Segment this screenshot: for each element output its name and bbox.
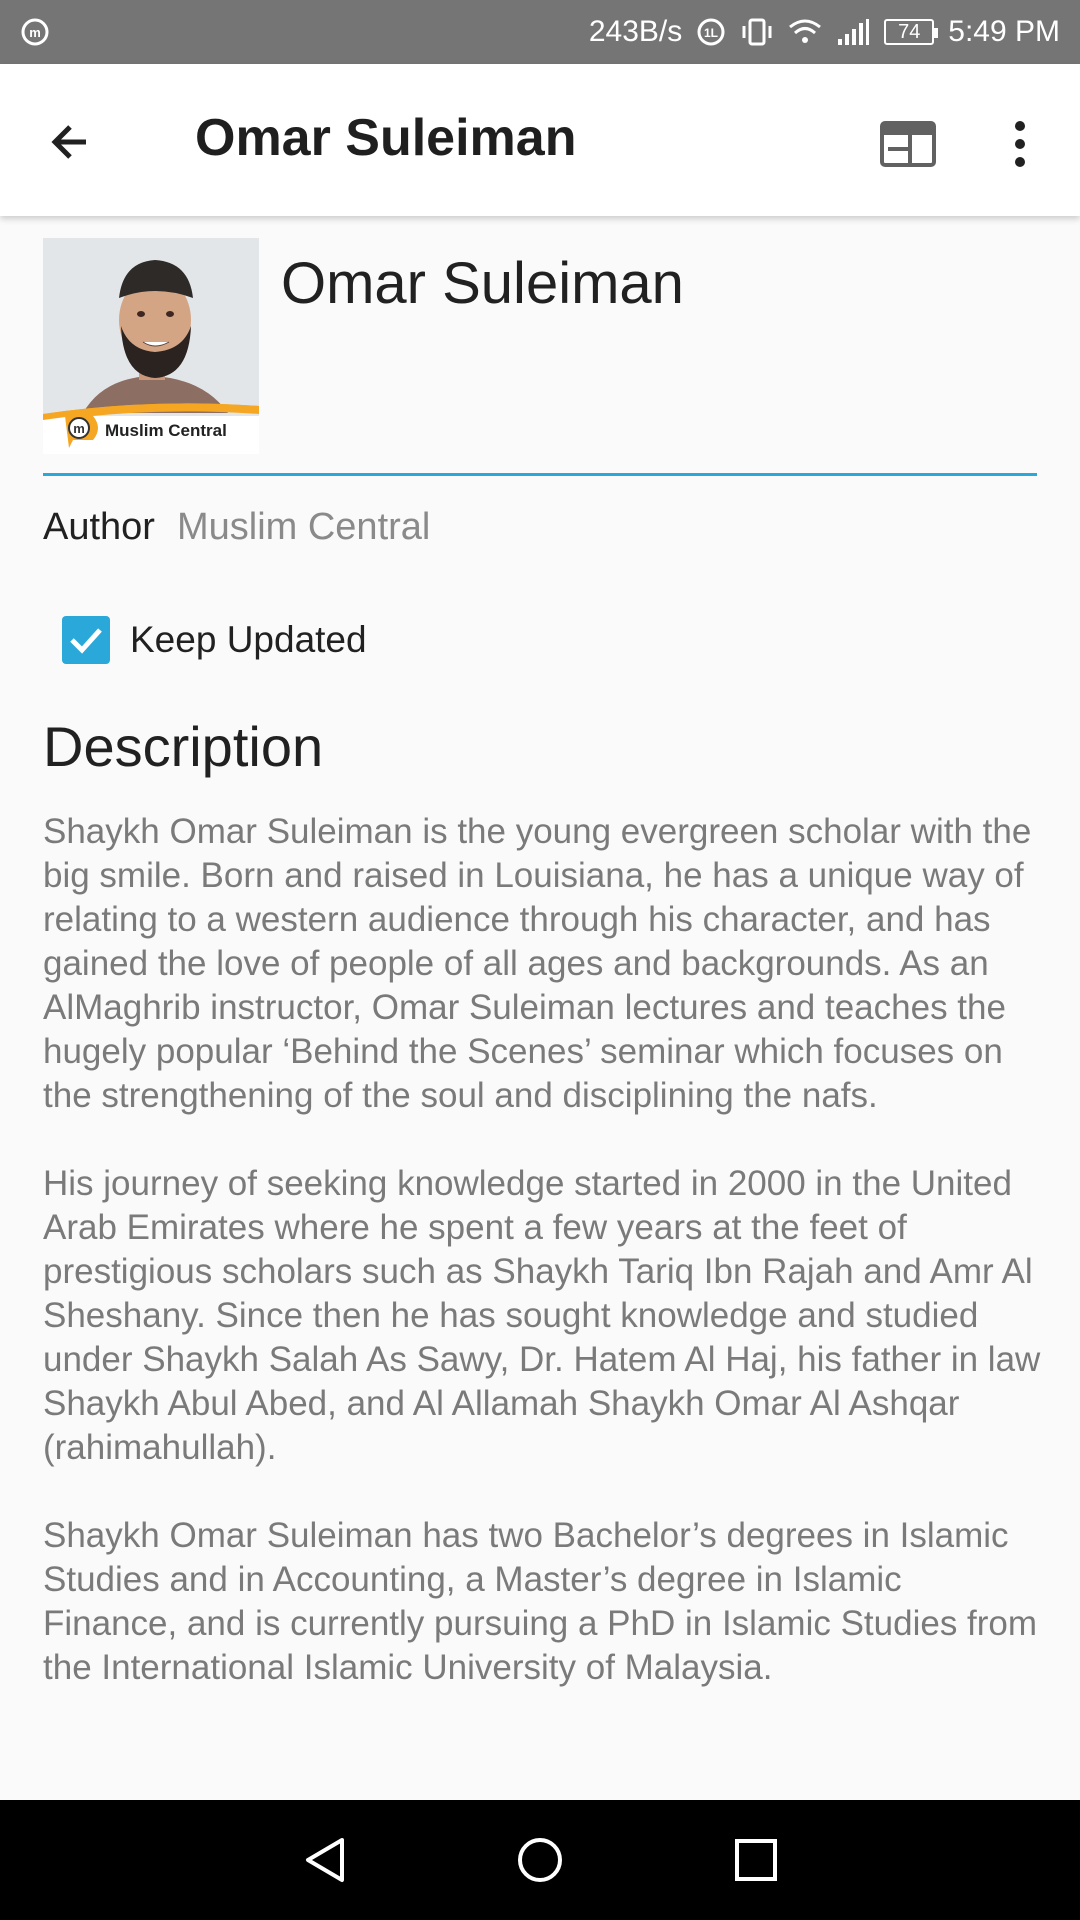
podcast-title: Omar Suleiman (281, 251, 684, 316)
svg-text:1L: 1L (704, 26, 719, 40)
check-icon (69, 626, 103, 654)
wifi-icon (788, 17, 822, 47)
battery-level: 74 (898, 20, 921, 43)
nav-recents-button[interactable] (726, 1830, 786, 1890)
back-arrow-icon (46, 118, 94, 166)
back-button[interactable] (38, 110, 102, 174)
podcast-cover-image (43, 238, 259, 454)
app-notification-icon (20, 17, 50, 47)
network-speed: 243B/s (588, 15, 683, 48)
svg-text:m: m (73, 421, 85, 436)
author-label: Author (43, 506, 155, 548)
author-row (43, 506, 430, 549)
nav-back-button[interactable] (294, 1830, 354, 1890)
keep-updated-checkbox[interactable] (62, 616, 110, 664)
more-options-button[interactable] (988, 108, 1052, 180)
description-paragraph: Shaykh Omar Suleiman is the young evergreen scholar with the big smile. Born and raised in Louisiana, he has a unique way of relating to a western audience through his character, and has gained the love of people of all ages and backgrounds. As an AlMaghrib instructor, Omar Suleiman lectures and teaches the hugely popular ‘Behind the Scenes’ seminar which focuses on the strengthening of the soul and disciplining the nafs. (43, 812, 1032, 1115)
system-nav-bar (0, 1800, 1080, 1920)
description-paragraph: Shaykh Omar Suleiman has two Bachelor’s degrees in Islamic Studies and in Accounting, a Master’s degree in Islamic Finance, and is currently pursuing a PhD in Islamic Studies from the International Islamic University of Malaysia. (43, 1516, 1038, 1687)
svg-text:m: m (29, 25, 41, 40)
app-bar (0, 64, 1080, 216)
reader-mode-icon (880, 121, 936, 167)
status-bar (0, 0, 1080, 64)
description-paragraph: His journey of seeking knowledge started in 2000 in the United Arab Emirates where he spent a few years at the feet of prestigious scholars such as Shaykh Tariq Ibn Rajah and Amr Al Sheshany. Since then he has sought knowledge and studied under Shaykh Salah As Sawy, Dr. Hatem Al Haj, his father in law Shaykh Abul Abed, and Al Allamah Shaykh Omar Al Ashqar (rahimahullah). (43, 1164, 1041, 1467)
nav-recents-icon (734, 1838, 778, 1882)
nav-home-button[interactable] (510, 1830, 570, 1890)
cover-brand-text: Muslim Central (105, 421, 227, 440)
keep-updated-row[interactable] (62, 616, 367, 664)
reader-mode-button[interactable] (872, 112, 944, 176)
battery-icon (884, 19, 934, 45)
author-value: Muslim Central (176, 506, 431, 548)
more-vert-icon (1013, 120, 1027, 168)
podcast-header (43, 238, 1037, 476)
data-saver-icon (696, 17, 726, 47)
clock: 5:49 PM (948, 15, 1060, 48)
description-heading: Description (43, 715, 324, 778)
nav-home-icon (516, 1836, 564, 1884)
nav-back-icon (302, 1836, 346, 1884)
signal-icon (836, 17, 870, 47)
page-title: Omar Suleiman (195, 109, 577, 167)
keep-updated-label: Keep Updated (130, 619, 367, 660)
podcast-details (0, 216, 1080, 1800)
description-body (43, 810, 1043, 1734)
vibrate-icon (740, 17, 774, 47)
